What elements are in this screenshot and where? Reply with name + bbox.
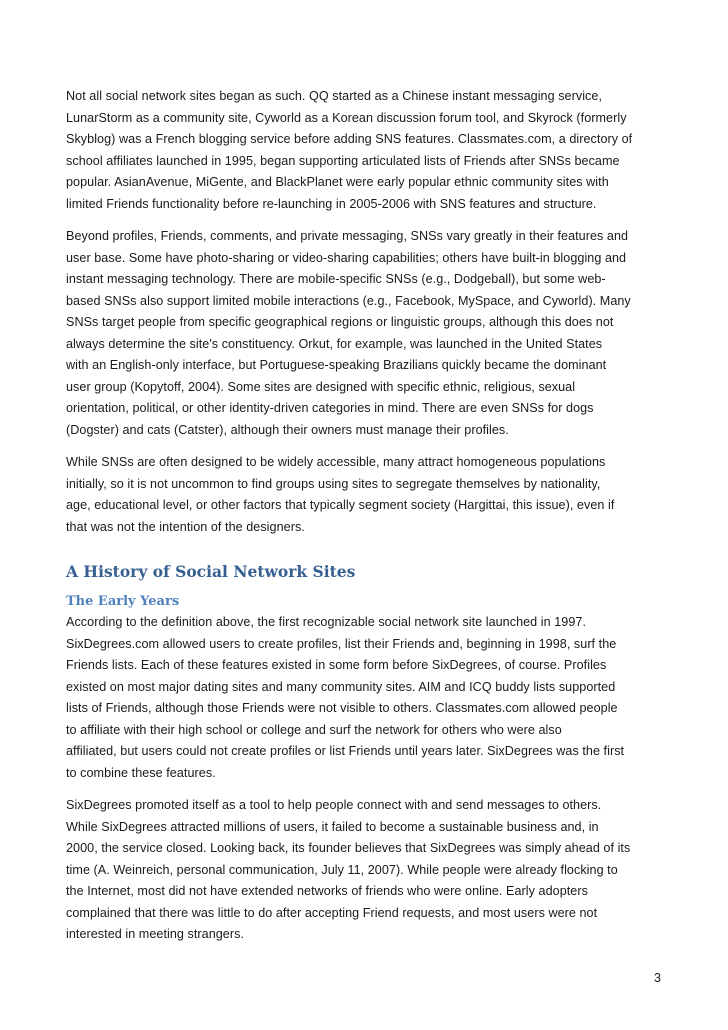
paragraph	[66, 612, 682, 784]
document-page	[66, 86, 682, 957]
text-line: Not all social network sites began as such. QQ started as a Chinese instant messaging service,	[66, 89, 602, 103]
text-line: existed on most major dating sites and many community sites. AIM and ICQ buddy lists supported	[66, 679, 616, 694]
text-line: with an English-only interface, but Portuguese-speaking Brazilians quickly became the dominant	[66, 358, 607, 372]
paragraph	[66, 226, 682, 441]
page-number: 3	[653, 971, 661, 985]
text-line: Friends lists. Each of these features existed in some form before SixDegrees, of course. Profiles	[66, 658, 607, 672]
text-line: user base. Some have photo-sharing or video-sharing capabilities; others have built-in blogging and	[66, 250, 627, 265]
text-line: Beyond profiles, Friends, comments, and private messaging, SNSs vary greatly in their features and	[66, 229, 629, 243]
text-line: initially, so it is not uncommon to find groups using sites to segregate themselves by nationality,	[66, 476, 601, 491]
text-line: limited Friends functionality before re-launching in 2005-2006 with SNS features and structure.	[66, 196, 597, 211]
text-line: SNSs target people from specific geographical regions or linguistic groups, although this does not	[66, 315, 614, 329]
text-line: While SixDegrees attracted millions of users, it failed to become a sustainable business and, in	[66, 819, 599, 834]
text-line: LunarStorm as a community site, Cyworld as a Korean discussion forum tool, and Skyrock (formerly	[66, 110, 627, 125]
text-line: SixDegrees promoted itself as a tool to help people connect with and send messages to others.	[66, 798, 602, 812]
text-line: SixDegrees.com allowed users to create profiles, list their Friends and, beginning in 1998, surf the	[66, 636, 617, 651]
text-line: to combine these features.	[66, 765, 216, 780]
text-line: lists of Friends, although those Friends were not visible to others. Classmates.com allowed people	[66, 701, 618, 715]
text-line: always determine the site's constituency. Orkut, for example, was launched in the United States	[66, 336, 603, 351]
text-line: time (A. Weinreich, personal communication, July 11, 2007). While people were already flocking to	[66, 862, 618, 877]
paragraph	[66, 452, 682, 538]
text-line: instant messaging technology. There are mobile-specific SNSs (e.g., Dodgeball), but some web-	[66, 272, 606, 286]
text-line: complained that there was little to do after accepting Friend requests, and most users were not	[66, 905, 598, 920]
text-line: interested in meeting strangers.	[66, 927, 245, 941]
text-line: to affiliate with their high school or college and surf the network for others who were also	[66, 722, 562, 737]
text-line: user group (Kopytoff, 2004). Some sites are designed with specific ethnic, religious, sexual	[66, 379, 576, 394]
text-line: affiliated, but users could not create profiles or list Friends until years later. SixDegrees was the first	[66, 744, 625, 758]
text-line: While SNSs are often designed to be widely accessible, many attract homogeneous populations	[66, 455, 606, 469]
body-text-bottom	[66, 612, 682, 946]
subsection-heading: The Early Years	[66, 594, 180, 609]
text-line: 2000, the service closed. Looking back, its founder believes that SixDegrees was simply ahead of its	[66, 841, 631, 855]
text-line: age, educational level, or other factors that typically segment society (Hargittai, this issue), even if	[66, 498, 615, 512]
text-line: According to the definition above, the first recognizable social network site launched in 1997.	[66, 615, 587, 629]
text-line: that was not the intention of the designers.	[66, 519, 305, 534]
text-line: the Internet, most did not have extended networks of friends who were online. Early adopters	[66, 884, 588, 898]
paragraph	[66, 86, 682, 215]
body-text-top	[66, 86, 682, 538]
text-line: Skyblog) was a French blogging service before adding SNS features. Classmates.com, a directory of	[66, 132, 633, 146]
text-line: popular. AsianAvenue, MiGente, and BlackPlanet were early popular ethnic community sites with	[66, 175, 609, 189]
text-line: (Dogster) and cats (Catster), although their owners must manage their profiles.	[66, 422, 509, 437]
text-line: school affiliates launched in 1995, began supporting articulated lists of Friends after SNSs became	[66, 153, 620, 168]
paragraph	[66, 795, 682, 946]
text-line: based SNSs also support limited mobile interactions (e.g., Facebook, MySpace, and Cyworld). Many	[66, 293, 631, 308]
text-line: orientation, political, or other identity-driven categories in mind. There are even SNSs for dogs	[66, 401, 594, 415]
section-heading: A History of Social Network Sites	[66, 562, 356, 581]
